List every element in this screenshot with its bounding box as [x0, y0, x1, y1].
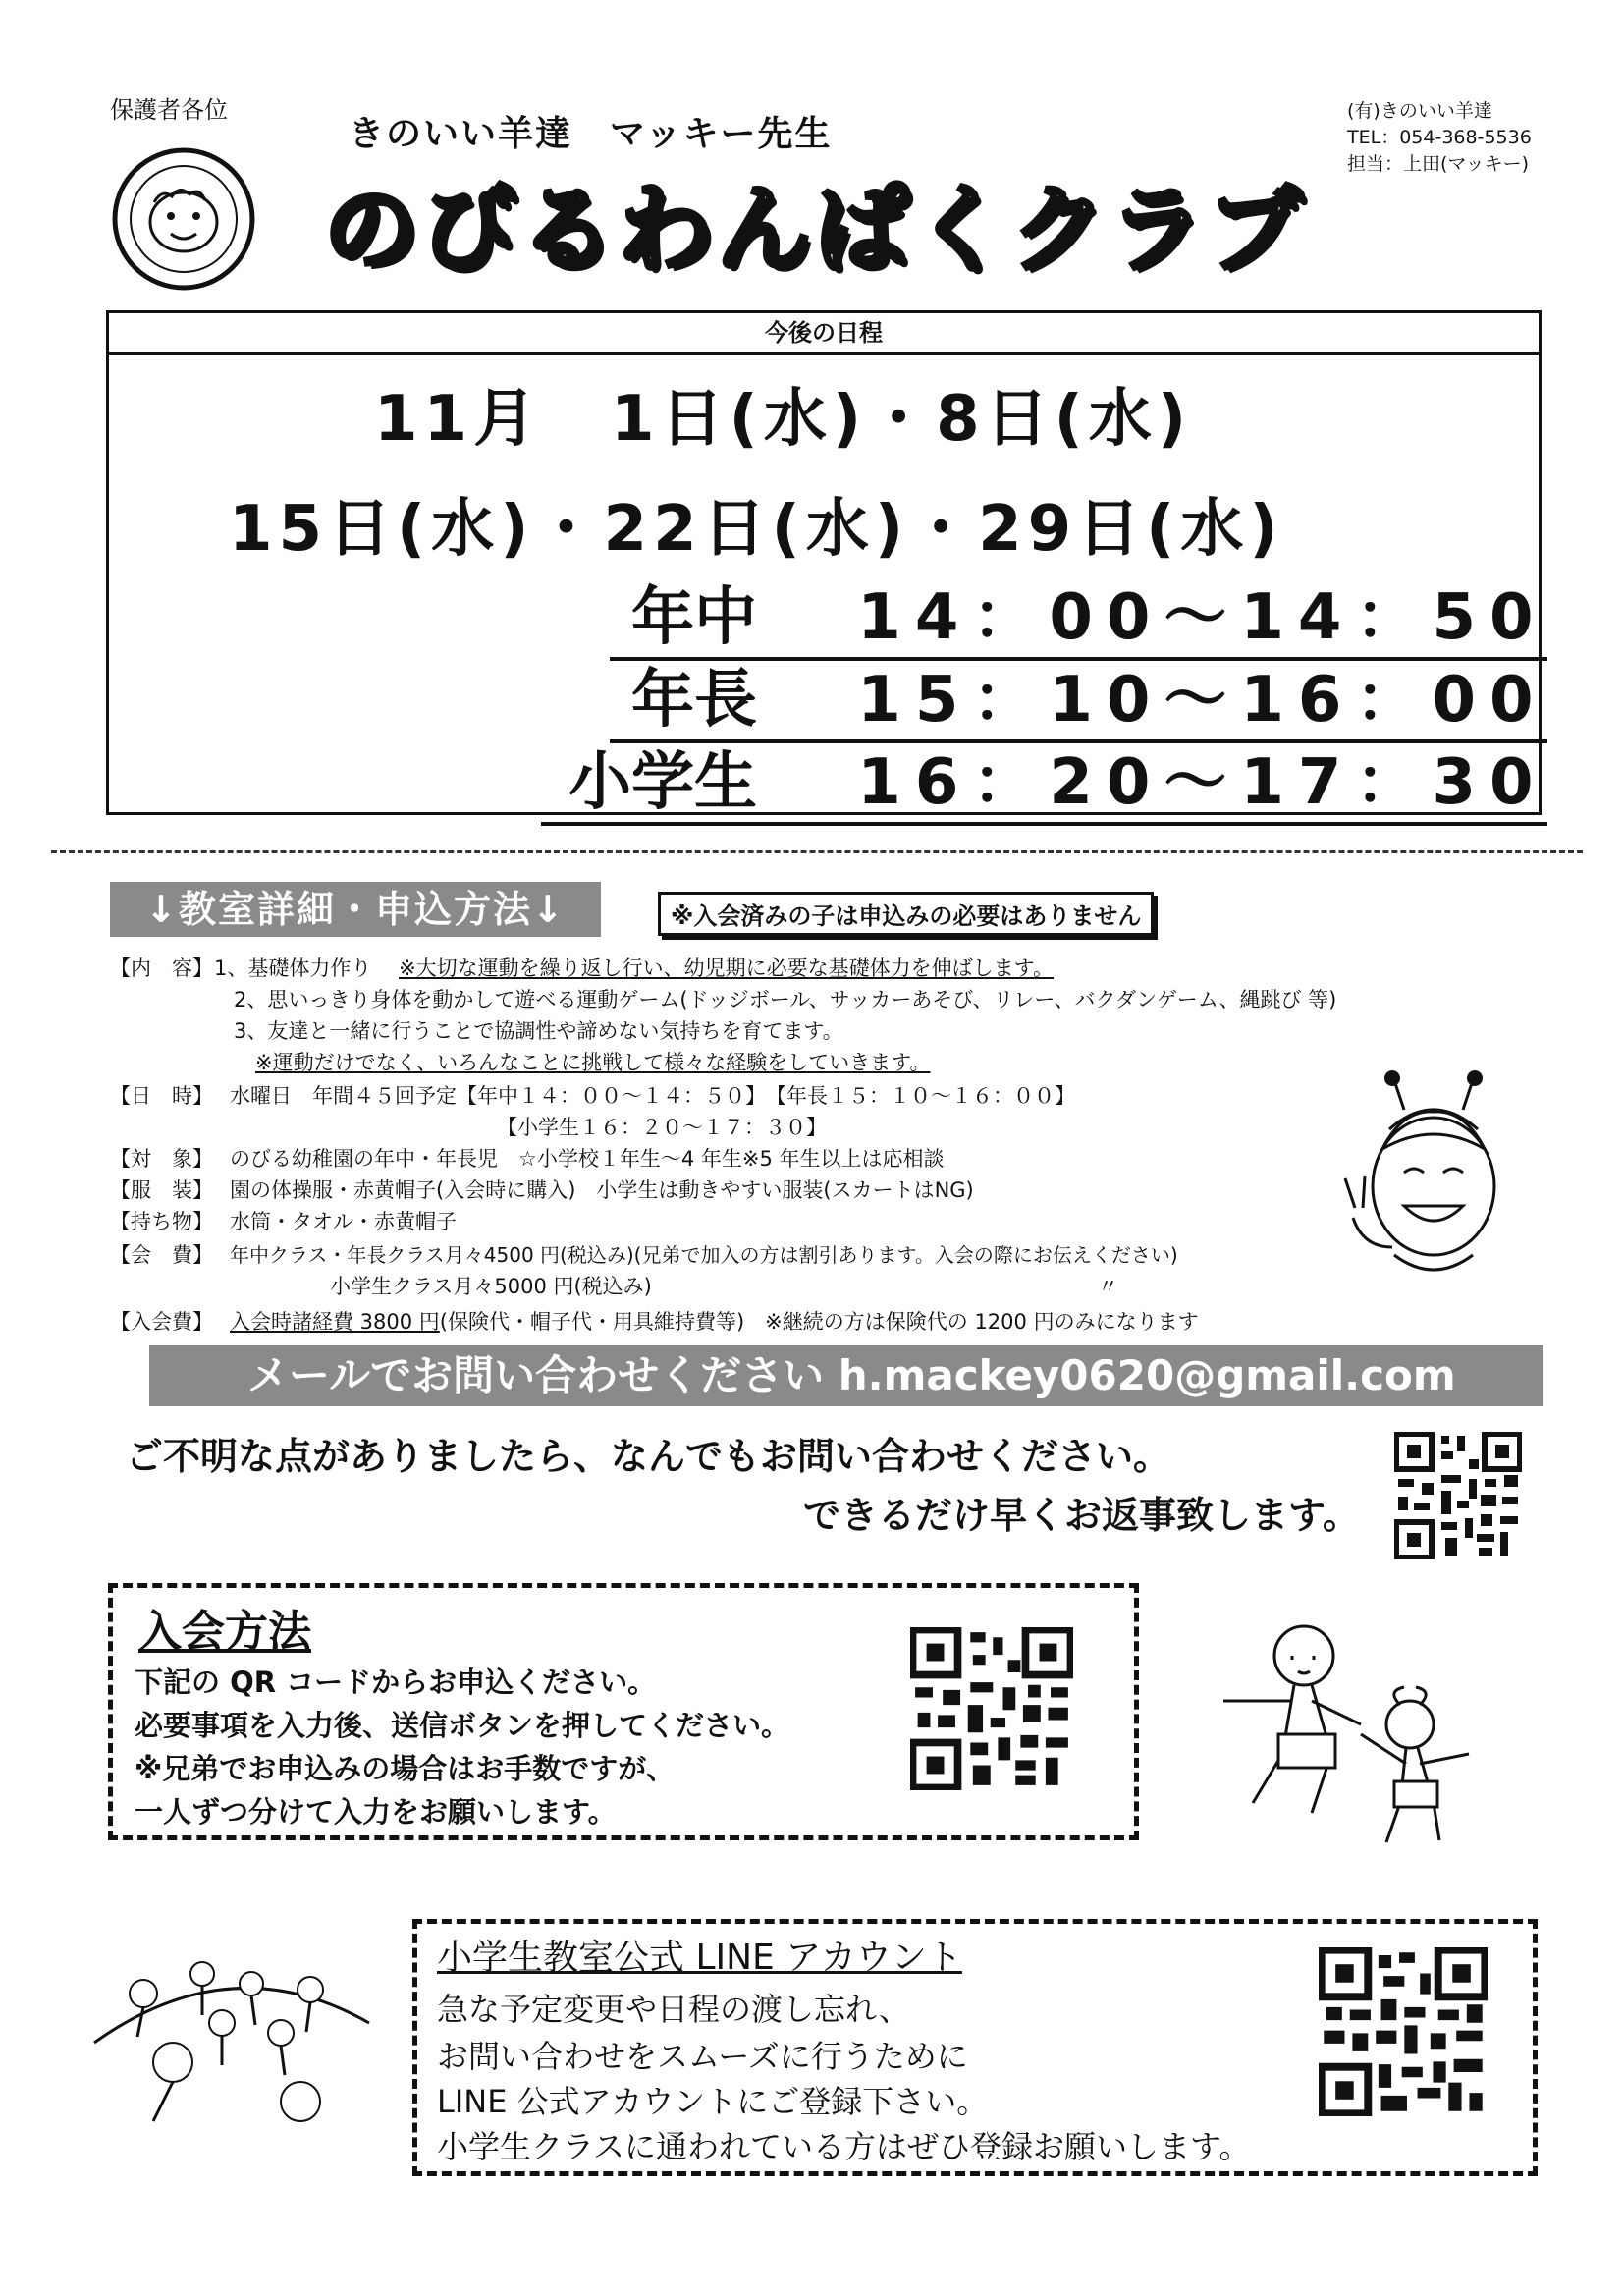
company-name: (有)きのいい羊達 [1347, 100, 1492, 122]
sheep-logo-icon [110, 145, 257, 293]
divider [51, 850, 1583, 853]
qr-code-icon[interactable] [910, 1627, 1073, 1790]
page-title: のびるわんぱくクラブ [324, 175, 1306, 285]
line-account-box [412, 1919, 1538, 2176]
join-box [108, 1583, 1139, 1840]
contact-person: 担当：上田(マッキー) [1347, 153, 1530, 175]
schedule-heading: 今後の日程 [109, 313, 1539, 355]
line-account-title: 小学生教室公式 LINE アカウント [437, 1938, 962, 1978]
content-item-note: ※大切な運動を繰り返し行い、幼児期に必要な基礎体力を伸ばします。 [399, 957, 1054, 980]
line-text-3: LINE 公式アカウントにご登録下さい。 [437, 2083, 989, 2120]
line-text-1: 急な予定変更や日程の渡し忘れ、 [437, 1991, 910, 2028]
time-label: 年長 [631, 664, 757, 737]
detail-fee-label: 【会 費】 [110, 1243, 213, 1267]
details-banner: ↓教室詳細・申込方法↓ [110, 882, 601, 937]
join-line-4: 一人ずつ分けて入力をお願いします。 [135, 1795, 617, 1829]
detail-entry [230, 1308, 1199, 1336]
entry-fee: 入会時諸経費 3800 円 [230, 1310, 440, 1334]
join-line-1: 下記の QR コードからお申込ください。 [135, 1666, 657, 1699]
detail-schedule-label: 【日 時】 [110, 1084, 213, 1108]
detail-fee-2: 小学生クラス月々5000 円(税込み) [330, 1275, 652, 1298]
schedule-box [106, 310, 1547, 819]
detail-target-label: 【対 象】 [110, 1147, 213, 1171]
detail-content-label: 【内 容】 [110, 957, 213, 980]
detail-items: 水筒・タオル・赤黄帽子 [230, 1210, 457, 1233]
time-value: 16：20～17：30 [857, 746, 1547, 819]
time-value: 14：00～14：50 [857, 581, 1547, 654]
phone-number: TEL：054-368-5536 [1347, 127, 1532, 148]
teacher-illustration [1335, 1070, 1532, 1306]
contact-info [1347, 98, 1532, 178]
detail-schedule: 水曜日 年間４５回予定【年中１４：００～１４：５０】 【年長１５：１０～１６：００】 [230, 1084, 1075, 1108]
detail-content-1 [214, 955, 1054, 982]
entry-fee-note: (保険代・帽子代・用具維持費等) ※継続の方は保険代の 1200 円のみになります [439, 1310, 1199, 1334]
join-line-3: ※兄弟でお申込みの場合はお手数ですが、 [135, 1752, 676, 1785]
greeting: 保護者各位 [110, 96, 228, 124]
mail-contact-bar: メールでお問い合わせください h.mackey0620@gmail.com [149, 1345, 1543, 1406]
line-text-2: お問い合わせをスムーズに行うために [437, 2038, 968, 2075]
kids-playing-illustration [84, 1925, 379, 2131]
dates-line-1: 11月 1日(水)・8日(水) [374, 383, 1193, 456]
contact-message-2: できるだけ早くお返事致します。 [803, 1494, 1360, 1537]
detail-content-4: ※運動だけでなく、いろんなことに挑戦して様々な経験をしていきます。 [255, 1051, 931, 1074]
time-row-shogakusei [541, 732, 1547, 826]
ditto-mark: 〃 [1098, 1275, 1118, 1298]
members-note: ※入会済みの子は申込みの必要はありません [658, 892, 1154, 936]
detail-clothes: 園の体操服・赤黄帽子(入会時に購入) 小学生は動きやすい服装(スカートはNG) [230, 1178, 974, 1202]
contact-message-1: ご不明な点がありましたら、なんでもお問い合わせください。 [126, 1435, 1171, 1478]
detail-fee: 年中クラス・年長クラス月々4500 円(税込み)(兄弟で加入の方は割引あります。入会の際にお伝えください) [230, 1243, 1178, 1267]
content-item: 1、基礎体力作り [214, 957, 372, 980]
time-label: 年中 [631, 581, 757, 654]
detail-content-3: 3、友達と一緒に行うことで協調性や諦めない気持ちを育てます。 [234, 1019, 843, 1043]
detail-target: のびる幼稚園の年中・年長児 ☆小学校１年生～4 年生※5 年生以上は応相談 [230, 1147, 945, 1171]
qr-code-icon[interactable] [1319, 1947, 1488, 2116]
company-line: きのいい羊達 マッキー先生 [349, 114, 833, 154]
join-title: 入会方法 [138, 1607, 311, 1657]
dates-line-2: 15日(水)・22日(水)・29日(水) [229, 493, 1284, 566]
detail-items-label: 【持ち物】 [110, 1210, 213, 1233]
detail-content-2: 2、思いっきり身体を動かして遊べる運動ゲーム(ドッジボール、サッカーあそび、リレー、バクダンゲーム、縄跳び 等) [234, 988, 1337, 1011]
join-line-2: 必要事項を入力後、送信ボタンを押してください。 [135, 1709, 790, 1742]
time-row-nenchu [610, 567, 1547, 661]
qr-code-icon[interactable] [1394, 1432, 1522, 1559]
line-text-4: 小学生クラスに通われている方はぜひ登録お願いします。 [437, 2128, 1251, 2165]
detail-schedule-2: 【小学生１６：２０～１７：３０】 [497, 1116, 827, 1139]
detail-clothes-label: 【服 装】 [110, 1178, 213, 1202]
time-label: 小学生 [568, 746, 757, 819]
time-value: 15：10～16：00 [857, 664, 1547, 737]
time-row-nencho [610, 649, 1547, 743]
kids-running-illustration [1214, 1607, 1489, 1852]
detail-entry-label: 【入会費】 [110, 1310, 213, 1334]
